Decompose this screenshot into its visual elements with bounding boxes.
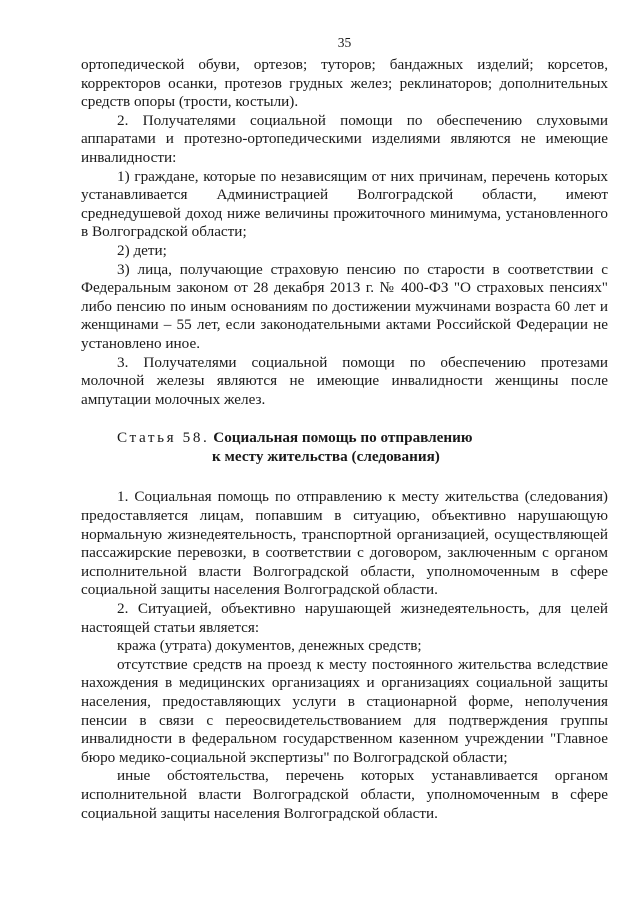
paragraph: 2. Ситуацией, объективно нарушающей жизнедеятельность, для целей настоящей статьи является: [81,600,608,636]
paragraph: 3. Получателями социальной помощи по обеспечению протезами молочной железы являются не имеющие инвалидности женщины после ампутации молочных желез. [81,353,608,408]
article-heading [81,429,608,466]
paragraph: ортопедической обуви, ортезов; туторов; бандажных изделий; корсетов, корректоров осанки, протезов грудных желез; реклинаторов; дополнительных средств опоры (трости, костыли). [81,56,608,111]
document-body [81,56,608,823]
article-title-part1: Социальная помощь по отправлению [213,429,473,447]
paragraph: 2) дети; [117,241,167,259]
paragraph: 1. Социальная помощь по отправлению к месту жительства (следования) предоставляется лицам, попавшим в ситуацию, объективно нарушающую нормальную жизнедеятельность, транспортной организацией, осуществляющей пассажирские перевозки, в соответствии с договором, заключенным с органом исполнительной власти Волгоградской области, уполномоченным в сфере социальной защиты населения Волгоградской области. [81,488,608,599]
paragraph: отсутствие средств на проезд к месту постоянного жительства вследствие нахождения в медицинских организациях и организациях социальной защиты населения, предоставляющих услуги в стационарной форме, неполучения пенсии в связи с переосвидетельствованием для подтверждения группы инвалидности в федеральном государственном казенном учреждении "Главное бюро медико-социальной экспертизы" по Волгоградской области; [81,655,608,766]
article-heading-line1 [81,429,608,448]
page-number: 35 [337,35,352,50]
paragraph: 2. Получателями социальной помощи по обеспечению слуховыми аппаратами и протезно-ортопедическими изделиями являются не имеющие инвалидности: [81,111,608,166]
article-title-part2: к месту жительства (следования) [212,447,440,465]
article-number: Статья 58. [117,429,210,447]
paragraph: иные обстоятельства, перечень которых устанавливается органом исполнительной власти Волгоградской области, уполномоченным в сфере социальной защиты населения Волгоградской области. [81,767,608,822]
paragraph: 3) лица, получающие страховую пенсию по старости в соответствии с Федеральным законом от 28 декабря 2013 г. № 400-ФЗ "О страховых пенсиях" либо пенсию по иным основаниям по достижении мужчинами возраста 60 лет и женщинами – 55 лет, если законодательными актами Российской Федерации не установлено иное. [81,260,608,352]
paragraph: кража (утрата) документов, денежных средств; [117,637,422,655]
paragraph: 1) граждане, которые по независящим от них причинам, перечень которых устанавливается Администрацией Волгоградской области, имеют среднедушевой доход ниже величины прожиточного минимума, установленного в Волгоградской области; [81,167,608,241]
